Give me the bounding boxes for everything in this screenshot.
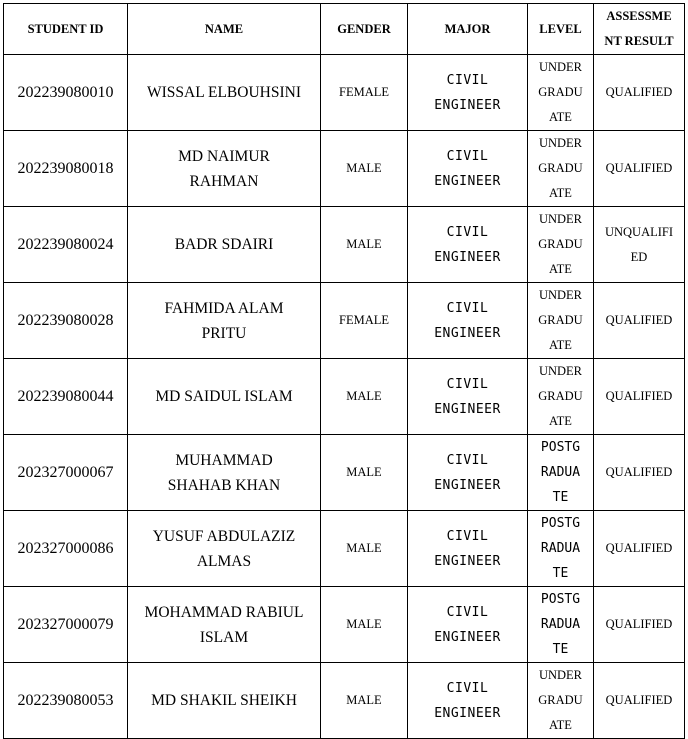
gender-cell: FEMALE xyxy=(321,55,408,131)
name-cell xyxy=(128,131,321,207)
major-cell-line: ENGINEER xyxy=(434,629,501,645)
name-cell-line: MD NAIMUR xyxy=(178,147,270,165)
header-assessment-result xyxy=(594,4,685,55)
gender-cell: MALE xyxy=(321,587,408,663)
gender-cell: FEMALE xyxy=(321,283,408,359)
name-cell xyxy=(128,359,321,435)
major-cell xyxy=(408,283,528,359)
assessment-result-cell-line: QUALIFIED xyxy=(605,161,673,175)
student-assessment-table xyxy=(3,3,685,739)
student-id-cell: 202327000086 xyxy=(4,511,128,587)
major-cell-line: ENGINEER xyxy=(434,553,501,569)
level-cell-line: ATE xyxy=(549,338,572,352)
level-cell xyxy=(528,663,594,739)
major-cell xyxy=(408,587,528,663)
table-row xyxy=(4,131,685,207)
major-cell-line: ENGINEER xyxy=(434,705,501,721)
header-name: NAME xyxy=(128,4,321,55)
table-row xyxy=(4,359,685,435)
gender-cell: MALE xyxy=(321,663,408,739)
level-cell-line: UNDER xyxy=(538,364,583,378)
level-cell-line: GRADU xyxy=(538,161,583,175)
level-cell xyxy=(528,511,594,587)
major-cell-line: CIVIL xyxy=(446,224,489,240)
level-cell xyxy=(528,587,594,663)
student-id-cell: 202239080010 xyxy=(4,55,128,131)
assessment-result-cell-line: UNQUALIFI xyxy=(604,224,674,239)
name-cell-line: FAHMIDA ALAM xyxy=(164,299,284,317)
header-result-line: ASSESSME xyxy=(606,9,672,23)
name-cell xyxy=(128,283,321,359)
assessment-result-cell-line: QUALIFIED xyxy=(605,313,673,327)
table-row xyxy=(4,55,685,131)
student-id-cell: 202239080024 xyxy=(4,207,128,283)
assessment-result-cell-line: QUALIFIED xyxy=(605,85,673,99)
level-cell-line: UNDER xyxy=(538,212,583,226)
level-cell-line: ATE xyxy=(549,414,572,428)
name-cell-line: WISSAL ELBOUHSINI xyxy=(147,84,301,101)
major-cell-line: CIVIL xyxy=(446,148,489,164)
student-id-cell: 202239080028 xyxy=(4,283,128,359)
assessment-result-cell xyxy=(594,359,685,435)
major-cell-line: CIVIL xyxy=(446,680,489,696)
name-cell-line: PRITU xyxy=(201,324,247,342)
level-cell-line: GRADU xyxy=(538,389,583,403)
level-cell-line: POSTG xyxy=(540,440,581,455)
header-major: MAJOR xyxy=(408,4,528,55)
assessment-result-cell xyxy=(594,435,685,511)
gender-cell: MALE xyxy=(321,131,408,207)
major-cell-line: CIVIL xyxy=(446,528,489,544)
gender-cell: MALE xyxy=(321,435,408,511)
name-cell-line: BADR SDAIRI xyxy=(174,236,274,253)
level-cell-line: UNDER xyxy=(538,288,583,302)
level-cell-line: TE xyxy=(552,566,569,581)
gender-cell: MALE xyxy=(321,359,408,435)
header-student-id: STUDENT ID xyxy=(4,4,128,55)
level-cell-line: ATE xyxy=(549,186,572,200)
assessment-result-cell xyxy=(594,207,685,283)
student-id-cell: 202327000067 xyxy=(4,435,128,511)
student-id-cell: 202327000079 xyxy=(4,587,128,663)
header-level: LEVEL xyxy=(528,4,594,55)
level-cell xyxy=(528,283,594,359)
name-cell-line: ALMAS xyxy=(196,552,252,570)
major-cell-line: ENGINEER xyxy=(434,249,501,265)
major-cell-line: ENGINEER xyxy=(434,97,501,113)
major-cell-line: CIVIL xyxy=(446,72,489,88)
name-cell xyxy=(128,511,321,587)
major-cell xyxy=(408,131,528,207)
assessment-result-cell xyxy=(594,55,685,131)
major-cell-line: ENGINEER xyxy=(434,173,501,189)
major-cell xyxy=(408,435,528,511)
level-cell xyxy=(528,207,594,283)
level-cell-line: ATE xyxy=(549,262,572,276)
assessment-result-cell-line: QUALIFIED xyxy=(605,541,673,555)
level-cell-line: TE xyxy=(552,642,569,657)
name-cell xyxy=(128,435,321,511)
gender-cell: MALE xyxy=(321,511,408,587)
major-cell-line: CIVIL xyxy=(446,452,489,468)
assessment-result-cell xyxy=(594,511,685,587)
level-cell xyxy=(528,435,594,511)
major-cell xyxy=(408,207,528,283)
name-cell-line: MD SAIDUL ISLAM xyxy=(155,388,293,405)
major-cell xyxy=(408,663,528,739)
major-cell-line: CIVIL xyxy=(446,376,489,392)
level-cell-line: RADUA xyxy=(540,617,581,632)
assessment-result-cell xyxy=(594,663,685,739)
major-cell-line: ENGINEER xyxy=(434,477,501,493)
major-cell-line: CIVIL xyxy=(446,300,489,316)
major-cell-line: ENGINEER xyxy=(434,325,501,341)
name-cell-line: SHAHAB KHAN xyxy=(167,476,281,494)
name-cell-line: MUHAMMAD xyxy=(175,451,273,469)
major-cell-line: ENGINEER xyxy=(434,401,501,417)
name-cell-line: ISLAM xyxy=(199,628,249,646)
assessment-result-cell xyxy=(594,131,685,207)
name-cell xyxy=(128,587,321,663)
header-row xyxy=(4,4,685,55)
table-body xyxy=(4,55,685,739)
assessment-result-cell xyxy=(594,283,685,359)
assessment-result-cell-line: QUALIFIED xyxy=(605,693,673,707)
level-cell xyxy=(528,131,594,207)
level-cell xyxy=(528,55,594,131)
assessment-result-cell-line: ED xyxy=(630,249,648,264)
gender-cell: MALE xyxy=(321,207,408,283)
name-cell-line: MOHAMMAD RABIUL xyxy=(144,603,304,621)
header-result-line: NT RESULT xyxy=(604,34,674,48)
major-cell xyxy=(408,55,528,131)
level-cell-line: GRADU xyxy=(538,237,583,251)
level-cell-line: POSTG xyxy=(540,592,581,607)
table-row xyxy=(4,663,685,739)
name-cell xyxy=(128,207,321,283)
name-cell-line: MD SHAKIL SHEIKH xyxy=(151,692,297,709)
level-cell xyxy=(528,359,594,435)
level-cell-line: RADUA xyxy=(540,541,581,556)
table-row xyxy=(4,435,685,511)
student-id-cell: 202239080018 xyxy=(4,131,128,207)
major-cell xyxy=(408,511,528,587)
major-cell xyxy=(408,359,528,435)
student-id-cell: 202239080053 xyxy=(4,663,128,739)
level-cell-line: ATE xyxy=(549,718,572,732)
table-row xyxy=(4,511,685,587)
table-row xyxy=(4,207,685,283)
assessment-result-cell-line: QUALIFIED xyxy=(605,389,673,403)
name-cell xyxy=(128,663,321,739)
level-cell-line: ATE xyxy=(549,110,572,124)
student-id-cell: 202239080044 xyxy=(4,359,128,435)
assessment-result-cell-line: QUALIFIED xyxy=(605,465,673,479)
level-cell-line: GRADU xyxy=(538,85,583,99)
name-cell-line: YUSUF ABDULAZIZ xyxy=(152,527,296,545)
table-row xyxy=(4,587,685,663)
major-cell-line: CIVIL xyxy=(446,604,489,620)
level-cell-line: TE xyxy=(552,490,569,505)
level-cell-line: GRADU xyxy=(538,693,583,707)
level-cell-line: UNDER xyxy=(538,136,583,150)
name-cell xyxy=(128,55,321,131)
name-cell-line: RAHMAN xyxy=(189,172,259,190)
level-cell-line: UNDER xyxy=(538,668,583,682)
assessment-result-cell xyxy=(594,587,685,663)
header-gender: GENDER xyxy=(321,4,408,55)
level-cell-line: UNDER xyxy=(538,60,583,74)
level-cell-line: POSTG xyxy=(540,516,581,531)
table-row xyxy=(4,283,685,359)
level-cell-line: GRADU xyxy=(538,313,583,327)
level-cell-line: RADUA xyxy=(540,465,581,480)
assessment-result-cell-line: QUALIFIED xyxy=(605,617,673,631)
